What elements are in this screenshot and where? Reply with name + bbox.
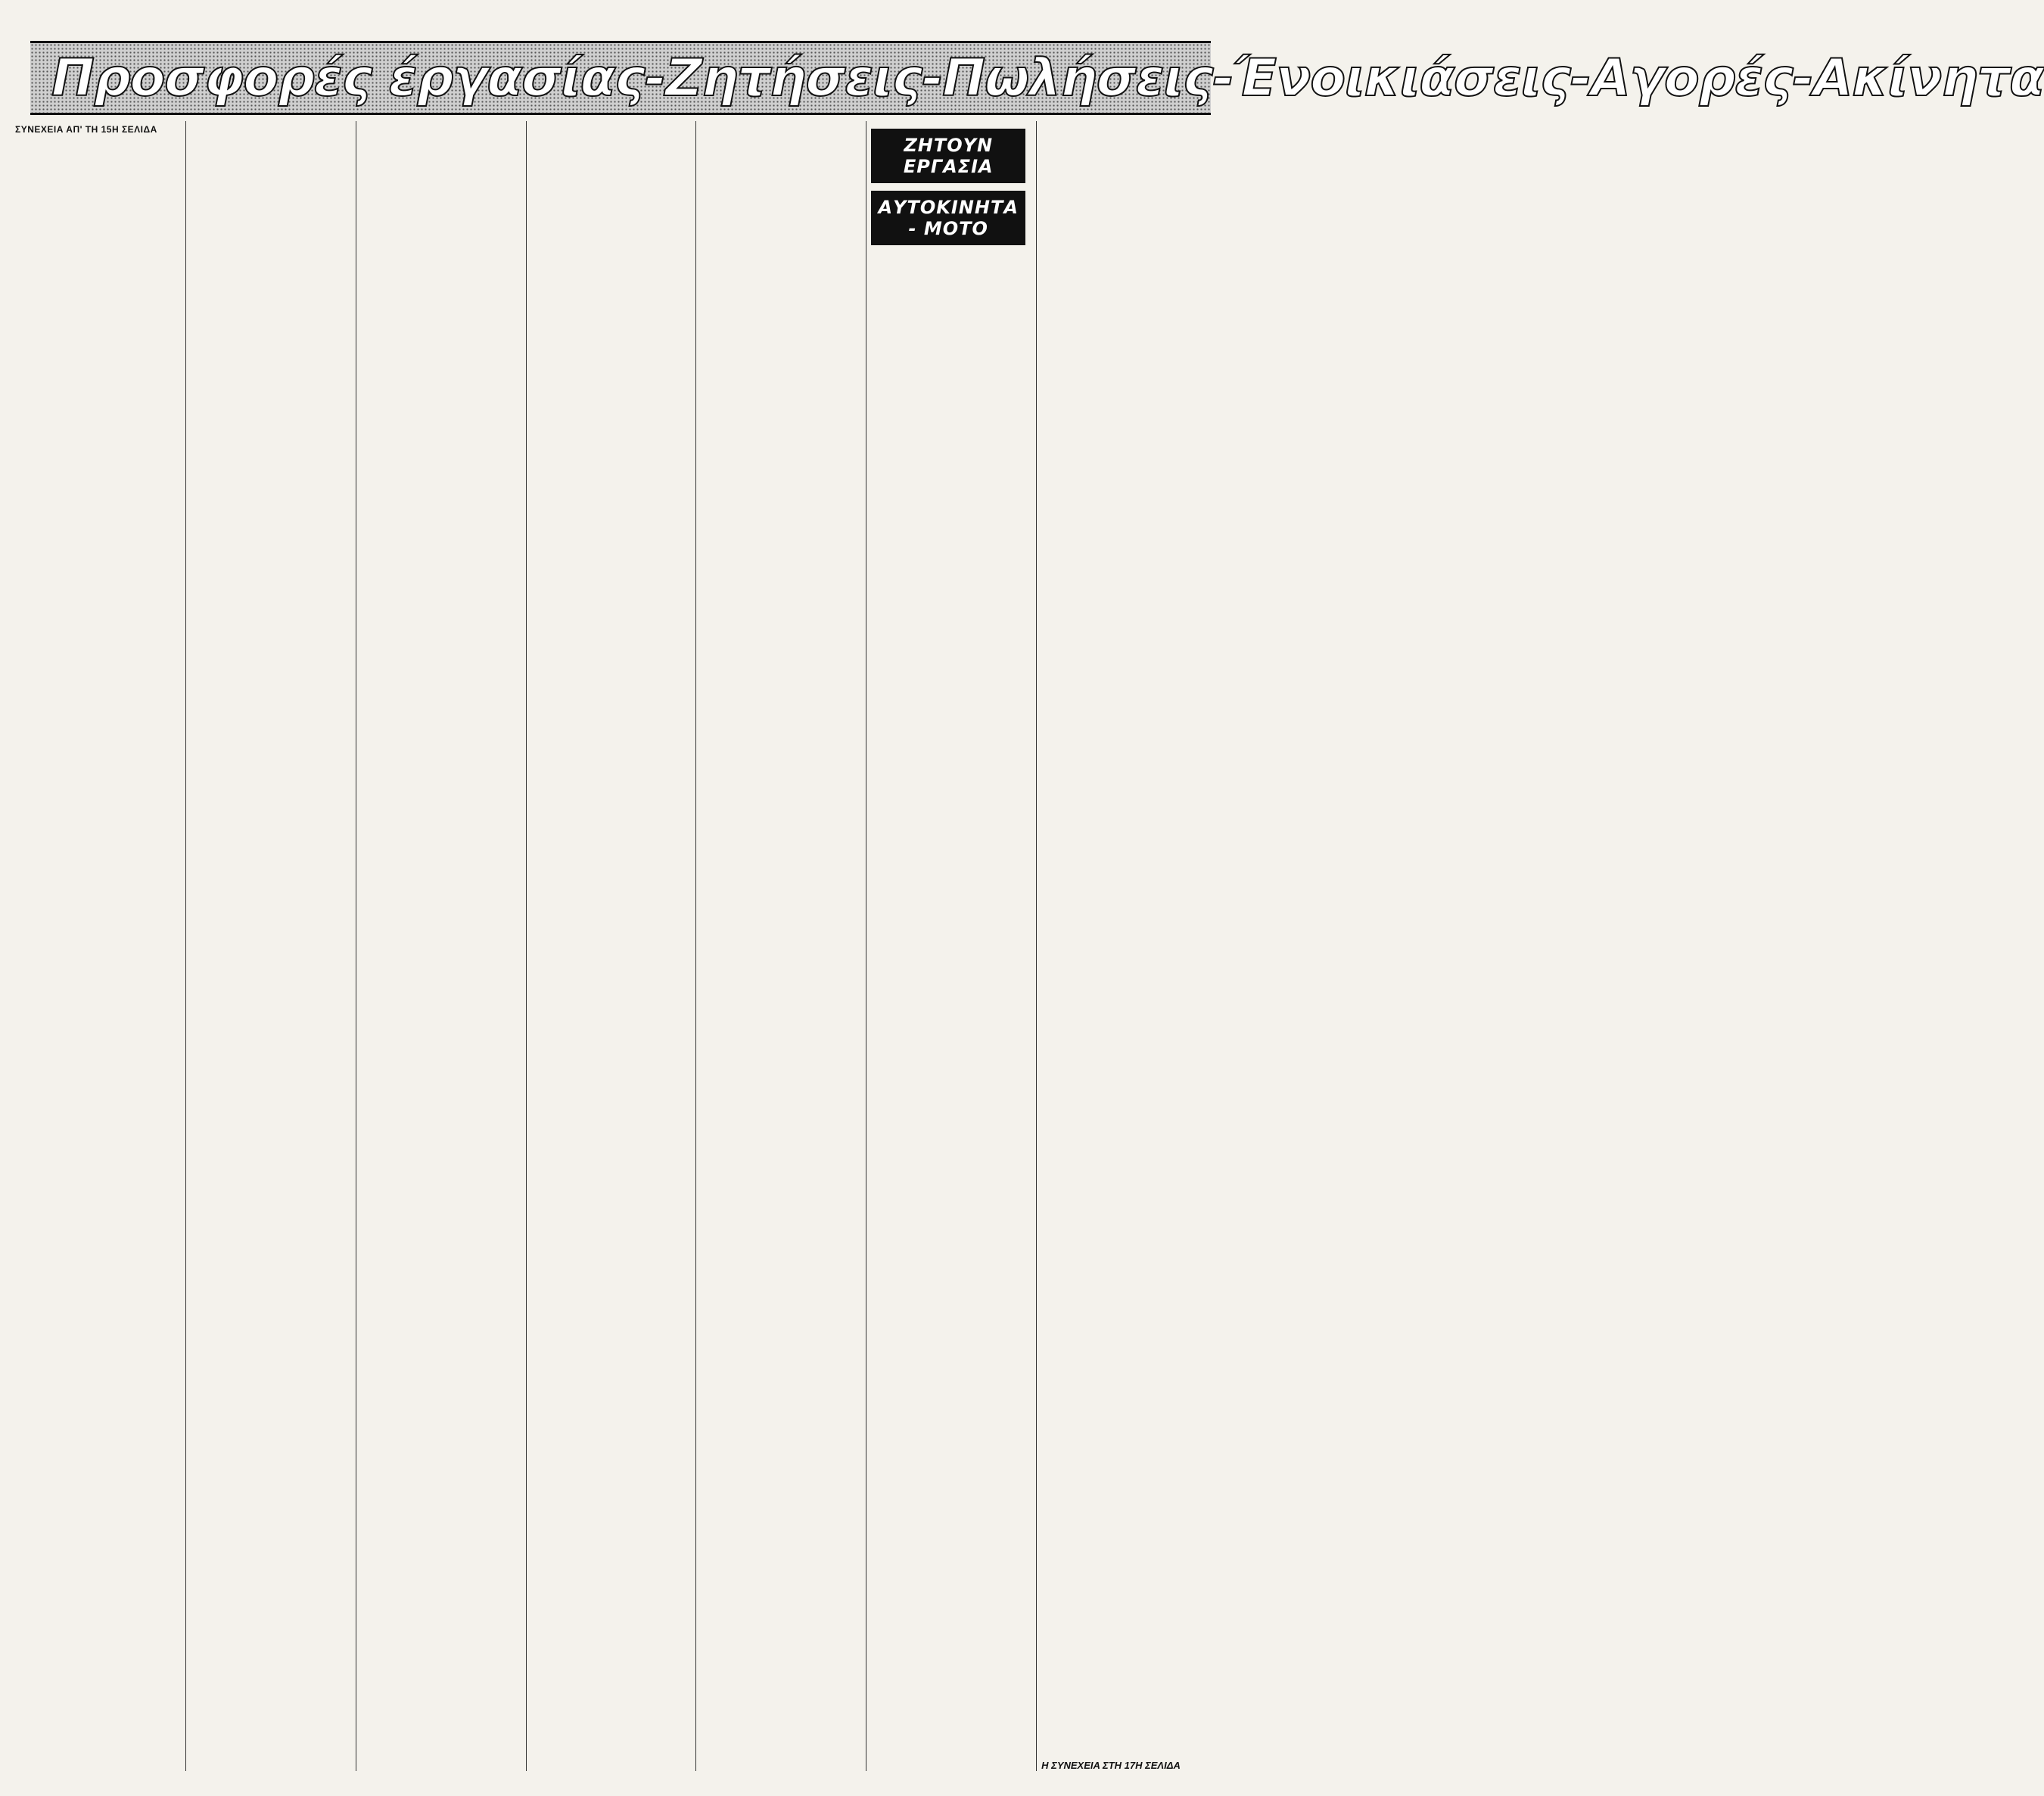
- continuation-footer: Η ΣΥΝΕΧΕΙΑ ΣΤΗ 17Η ΣΕΛΙΔΑ: [1041, 1760, 1181, 1771]
- column-3: [356, 121, 515, 1771]
- continuation-heading: ΣΥΝΕΧΕΙΑ ΑΠ' ΤΗ 15Η ΣΕΛΙΔΑ: [15, 124, 157, 135]
- column-4: [526, 121, 686, 1771]
- section-heading-cars-motorbikes: ΑΥΤΟΚΙΝΗΤΑ - ΜΟΤΟ: [871, 191, 1025, 245]
- classifieds-banner: [30, 41, 2044, 115]
- column-7: [1036, 121, 1196, 1771]
- column-6: [866, 121, 1025, 1771]
- column-1: [15, 121, 175, 1771]
- ad-columns: [15, 121, 1196, 1771]
- section-heading-job-seekers: ΖΗΤΟΥΝ ΕΡΓΑΣΙΑ: [871, 129, 1025, 183]
- banner-title: Προσφορές έργασίας-Ζητήσεις-Πωλήσεις-Ένοικιάσεις-Αγορές-Ακίνητα: [51, 48, 2044, 108]
- column-2: [185, 121, 345, 1771]
- column-5: [695, 121, 855, 1771]
